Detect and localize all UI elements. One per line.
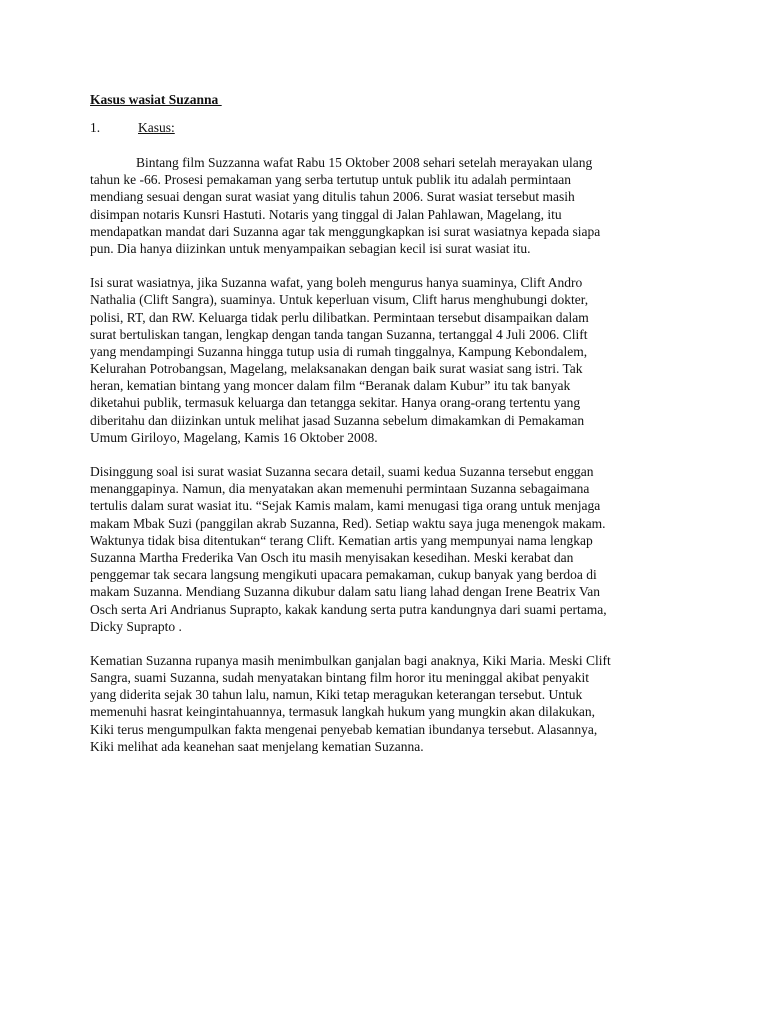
section-label: Kasus: — [138, 120, 175, 135]
paragraph-line: pun. Dia hanya diizinkan untuk menyampaikan sebagian kecil isi surat wasiat itu. — [90, 240, 531, 256]
body-paragraph — [90, 274, 690, 446]
paragraph-line: penggemar tak secara langsung mengikuti upacara pemakaman, cukup banyak yang berdoa di — [90, 567, 597, 583]
document-title: Kasus wasiat Suzanna — [90, 92, 222, 107]
paragraph-line: diberitahu dan diizinkan untuk melihat jasad Suzanna sebelum dimakamkan di Pemakaman — [90, 412, 585, 428]
paragraph-line: Osch serta Ari Andrianus Suprapto, kakak kandung serta putra kandungnya dari suami pertama, — [90, 601, 607, 617]
paragraph-line: diketahui publik, termasuk keluarga dan tetangga sekitar. Hanya orang-orang tertentu yang — [90, 395, 581, 411]
paragraph-line: polisi, RT, dan RW. Keluarga tidak perlu dilibatkan. Permintaan tersebut disampaikan dalam — [90, 309, 589, 325]
body-paragraph — [90, 463, 690, 635]
paragraph-line: Sangra, suami Suzanna, sudah menyatakan bintang film horor itu meninggal akibat penyakit — [90, 670, 589, 686]
paragraph-line: Isi surat wasiatnya, jika Suzanna wafat, yang boleh mengurus hanya suaminya, Clift Andro — [90, 275, 583, 291]
paragraph-line: Kematian Suzanna rupanya masih menimbulkan ganjalan bagi anaknya, Kiki Maria. Meski Clift — [90, 652, 611, 668]
document-body — [90, 154, 690, 755]
paragraph-line: tertulis dalam surat wasiat itu. “Sejak Kamis malam, kami menugasi tiga orang untuk menjaga — [90, 498, 601, 514]
paragraph-line: yang diderita sejak 30 tahun lalu, namun, Kiki tetap meragukan keterangan tersebut. Untuk — [90, 687, 583, 703]
section-number: 1. — [90, 120, 101, 135]
paragraph-line: makam Mbak Suzi (panggilan akrab Suzanna, Red). Setiap waktu saya juga menengok makam. — [90, 515, 606, 531]
paragraph-line: surat bertuliskan tangan, lengkap dengan tanda tangan Suzanna, tertanggal 4 Juli 2006. Clift — [90, 326, 588, 342]
paragraph-line: Kiki terus mengumpulkan fakta mengenai penyebab kematian ibundanya tersebut. Alasannya, — [90, 721, 598, 737]
section-heading — [90, 119, 690, 136]
paragraph-line: mendapatkan mandat dari Suzanna agar tak menggungkapkan isi surat wasiatnya kepada siapa — [90, 223, 601, 239]
paragraph-line: yang mendampingi Suzanna hingga tutup usia di rumah tinggalnya, Kampung Kebondalem, — [90, 343, 588, 359]
paragraph-line: Umum Giriloyo, Magelang, Kamis 16 Oktober 2008. — [90, 429, 378, 445]
paragraph-line: Dicky Suprapto . — [90, 618, 182, 634]
body-paragraph — [90, 652, 690, 755]
paragraph-line: mendiang sesuai dengan surat wasiat yang ditulis tahun 2006. Surat wasiat tersebut masih — [90, 189, 575, 205]
paragraph-line: heran, kematian bintang yang moncer dalam film “Beranak dalam Kubur” itu tak banyak — [90, 378, 571, 394]
document-page — [90, 91, 690, 772]
paragraph-line: Disinggung soal isi surat wasiat Suzanna secara detail, suami kedua Suzanna tersebut enggan — [90, 464, 594, 479]
paragraph-line: memenuhi hasrat keingintahuannya, termasuk langkah hukum yang mungkin akan dilakukan, — [90, 704, 595, 720]
paragraph-line: Kelurahan Potrobangsan, Magelang, melaksanakan dengan baik surat wasiat sang istri. Tak — [90, 361, 583, 377]
paragraph-line: disimpan notaris Kunsri Hastuti. Notaris yang tinggal di Jalan Pahlawan, Magelang, itu — [90, 206, 562, 222]
paragraph-line: Bintang film Suzzanna wafat Rabu 15 Oktober 2008 sehari setelah merayakan ulang — [136, 155, 593, 170]
paragraph-line: makam Suzanna. Mendiang Suzanna dikubur dalam satu liang lahad dengan Irene Beatrix Van — [90, 584, 600, 600]
paragraph-line: Kiki melihat ada keanehan saat menjelang kematian Suzanna. — [90, 738, 424, 754]
paragraph-line: Suzanna Martha Frederika Van Osch itu masih menyisakan kesedihan. Meski kerabat dan — [90, 549, 574, 565]
paragraph-line: Waktunya tidak bisa ditentukan“ terang Clift. Kematian artis yang mempunyai nama lengkap — [90, 532, 593, 548]
body-paragraph — [90, 154, 690, 257]
paragraph-line: Nathalia (Clift Sangra), suaminya. Untuk keperluan visum, Clift harus menghubungi dokter, — [90, 292, 589, 308]
paragraph-line: tahun ke -66. Prosesi pemakaman yang serba tertutup untuk publik itu adalah permintaan — [90, 172, 571, 188]
paragraph-line: menanggapinya. Namun, dia menyatakan akan memenuhi permintaan Suzanna sebagaimana — [90, 481, 590, 497]
